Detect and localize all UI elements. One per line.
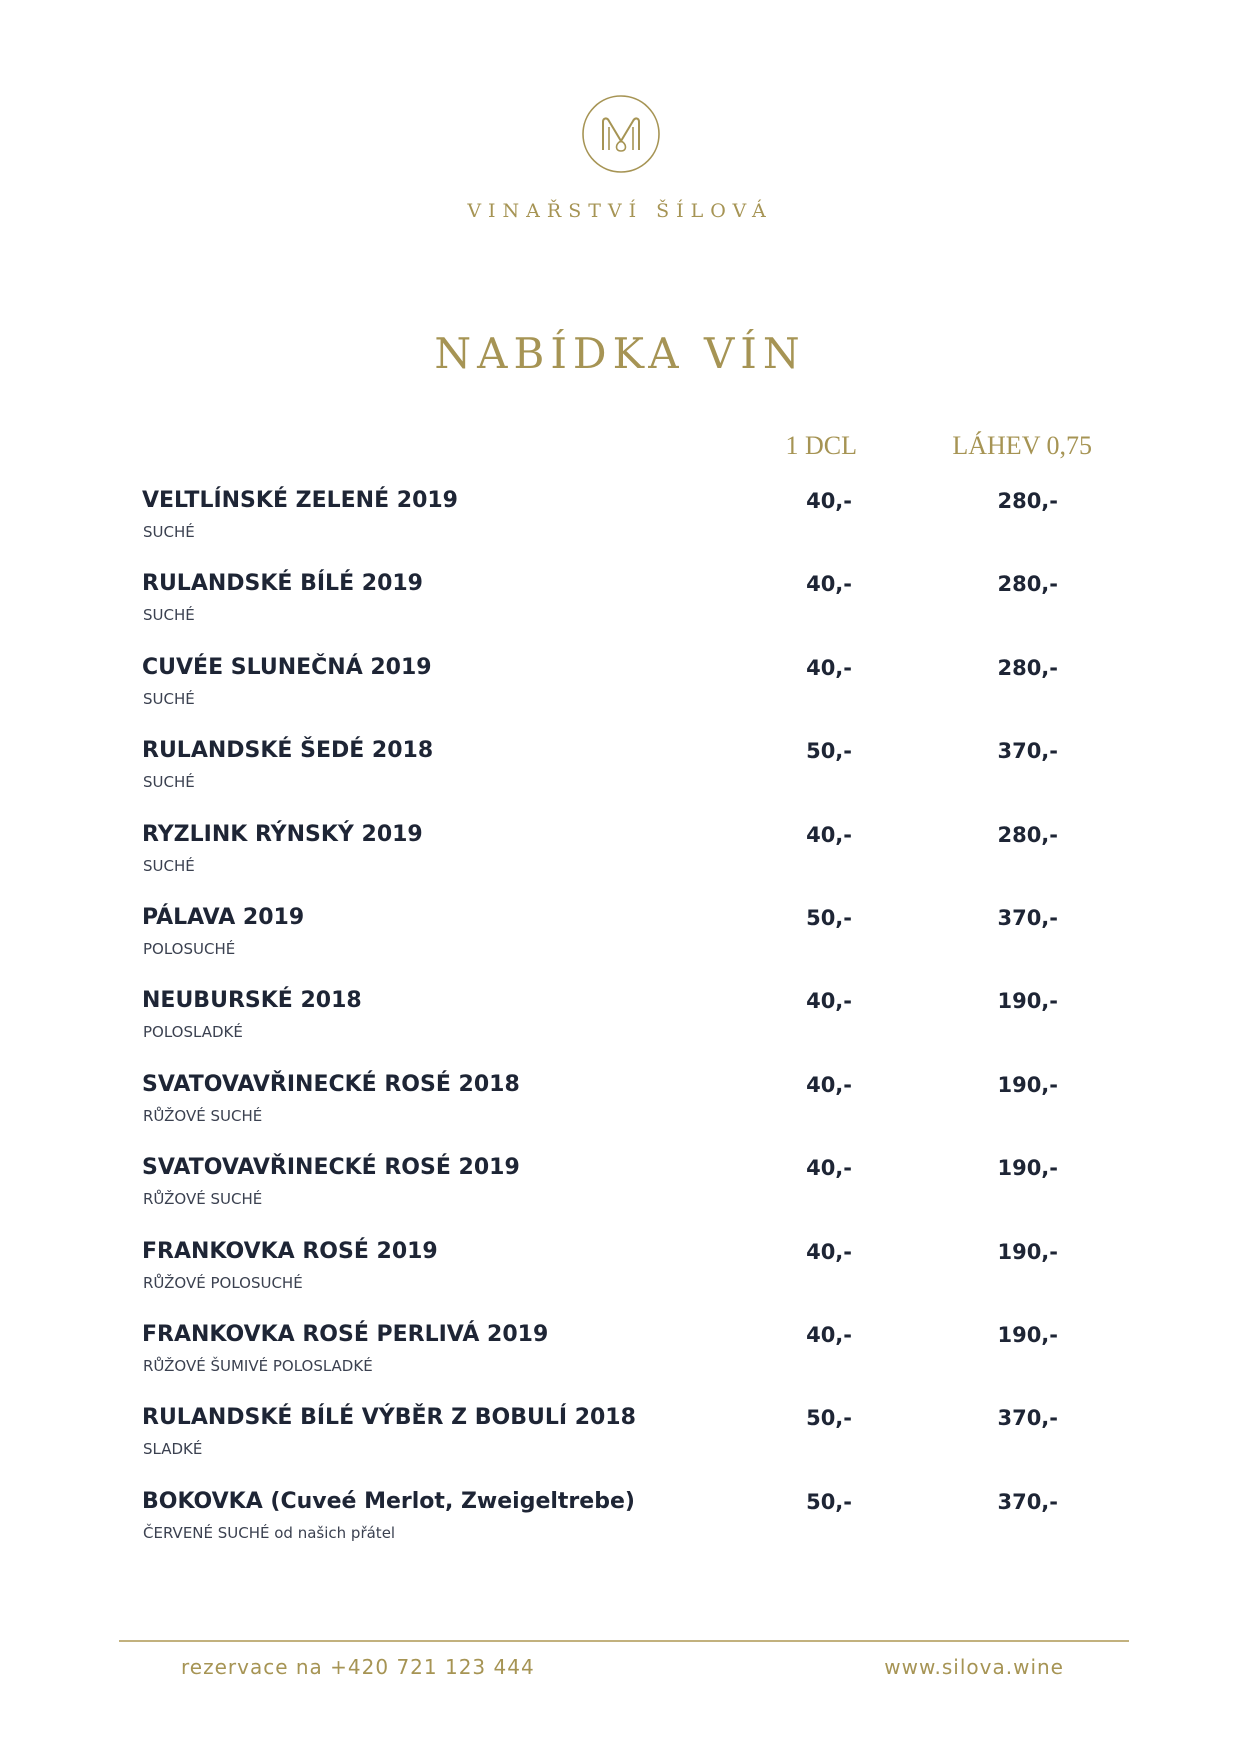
wine-name: CUVÉE SLUNEČNÁ 2019 [142, 654, 432, 680]
website-link[interactable]: www.silova.wine [884, 1655, 1064, 1679]
wine-name: RYZLINK RÝNSKÝ 2019 [142, 821, 423, 847]
price-glass: 50,- [806, 739, 852, 764]
price-bottle: 370,- [997, 905, 1058, 930]
wine-name: SVATOVAVŘINECKÉ ROSÉ 2018 [142, 1071, 520, 1097]
wine-name: RULANDSKÉ BÍLÉ 2019 [142, 571, 423, 597]
wine-style: RŮŽOVÉ SUCHÉ [143, 1106, 263, 1125]
price-glass: 40,- [806, 989, 852, 1014]
wine-name: FRANKOVKA ROSÉ 2019 [142, 1238, 438, 1264]
price-glass: 40,- [806, 1322, 852, 1347]
wine-row [0, 1151, 1240, 1234]
price-bottle: 280,- [997, 655, 1058, 680]
price-bottle: 190,- [997, 1072, 1058, 1097]
brand-name: VINAŘSTVÍ ŠÍLOVÁ [467, 200, 773, 222]
wine-style: SUCHÉ [143, 523, 195, 541]
header [0, 0, 1240, 240]
wine-row [0, 567, 1240, 650]
wine-style: POLOSUCHÉ [143, 939, 236, 958]
price-glass: 40,- [806, 572, 852, 597]
wine-name: RULANDSKÉ BÍLÉ VÝBĚR Z BOBULÍ 2018 [142, 1405, 636, 1431]
page-title: NABÍDKA VÍN [434, 329, 806, 378]
price-glass: 40,- [806, 1156, 852, 1181]
wine-style: RŮŽOVÉ ŠUMIVÉ POLOSLADKÉ [143, 1356, 373, 1375]
column-header-glass: 1 DCL [785, 431, 857, 460]
reservation-phone: rezervace na +420 721 123 444 [181, 1655, 535, 1679]
wine-row [0, 1068, 1240, 1151]
monogram-m-icon [581, 94, 661, 174]
price-bottle: 280,- [997, 822, 1058, 847]
wine-row [0, 984, 1240, 1067]
price-glass: 40,- [806, 1072, 852, 1097]
wine-style: SUCHÉ [143, 856, 195, 875]
wine-name: FRANKOVKA ROSÉ PERLIVÁ 2019 [142, 1321, 549, 1347]
wine-name: SVATOVAVŘINECKÉ ROSÉ 2019 [142, 1155, 520, 1181]
wine-list [0, 484, 1240, 1568]
price-glass: 40,- [806, 1239, 852, 1264]
price-bottle: 190,- [997, 1322, 1058, 1347]
wine-style: POLOSLADKÉ [143, 1023, 243, 1042]
wine-row [0, 1318, 1240, 1401]
wine-name: BOKOVKA (Cuveé Merlot, Zweigeltrebe) [142, 1488, 635, 1514]
column-header-bottle: LÁHEV 0,75 [952, 431, 1092, 460]
wine-name: PÁLAVA 2019 [142, 904, 305, 930]
wine-row [0, 818, 1240, 901]
wine-row [0, 651, 1240, 734]
wine-style: SUCHÉ [143, 773, 195, 792]
wine-style: RŮŽOVÉ SUCHÉ [143, 1190, 263, 1209]
price-glass: 40,- [806, 822, 852, 847]
wine-row [0, 1235, 1240, 1318]
wine-row [0, 1401, 1240, 1484]
wine-style: ČERVENÉ SUCHÉ od našich přátel [143, 1523, 396, 1542]
footer-divider [119, 1640, 1129, 1642]
price-glass: 50,- [806, 905, 852, 930]
wine-name: NEUBURSKÉ 2018 [142, 988, 362, 1014]
price-glass: 40,- [806, 489, 852, 513]
price-bottle: 190,- [997, 989, 1058, 1014]
price-bottle: 370,- [997, 1489, 1058, 1514]
price-bottle: 190,- [997, 1239, 1058, 1264]
wine-style: SUCHÉ [143, 606, 195, 625]
wine-row [0, 484, 1240, 567]
wine-name: RULANDSKÉ ŠEDÉ 2018 [142, 738, 434, 764]
wine-style: RŮŽOVÉ POLOSUCHÉ [143, 1273, 303, 1292]
price-bottle: 370,- [997, 739, 1058, 764]
wine-style: SUCHÉ [143, 689, 195, 708]
price-glass: 50,- [806, 1406, 852, 1431]
wine-style: SLADKÉ [143, 1440, 203, 1459]
price-bottle: 370,- [997, 1406, 1058, 1431]
price-glass: 40,- [806, 655, 852, 680]
price-bottle: 280,- [997, 489, 1058, 513]
price-bottle: 280,- [997, 572, 1058, 597]
wine-row [0, 1485, 1240, 1568]
wine-row [0, 734, 1240, 817]
wine-name: VELTLÍNSKÉ ZELENÉ 2019 [142, 488, 458, 513]
wine-row [0, 901, 1240, 984]
price-bottle: 190,- [997, 1156, 1058, 1181]
price-glass: 50,- [806, 1489, 852, 1514]
